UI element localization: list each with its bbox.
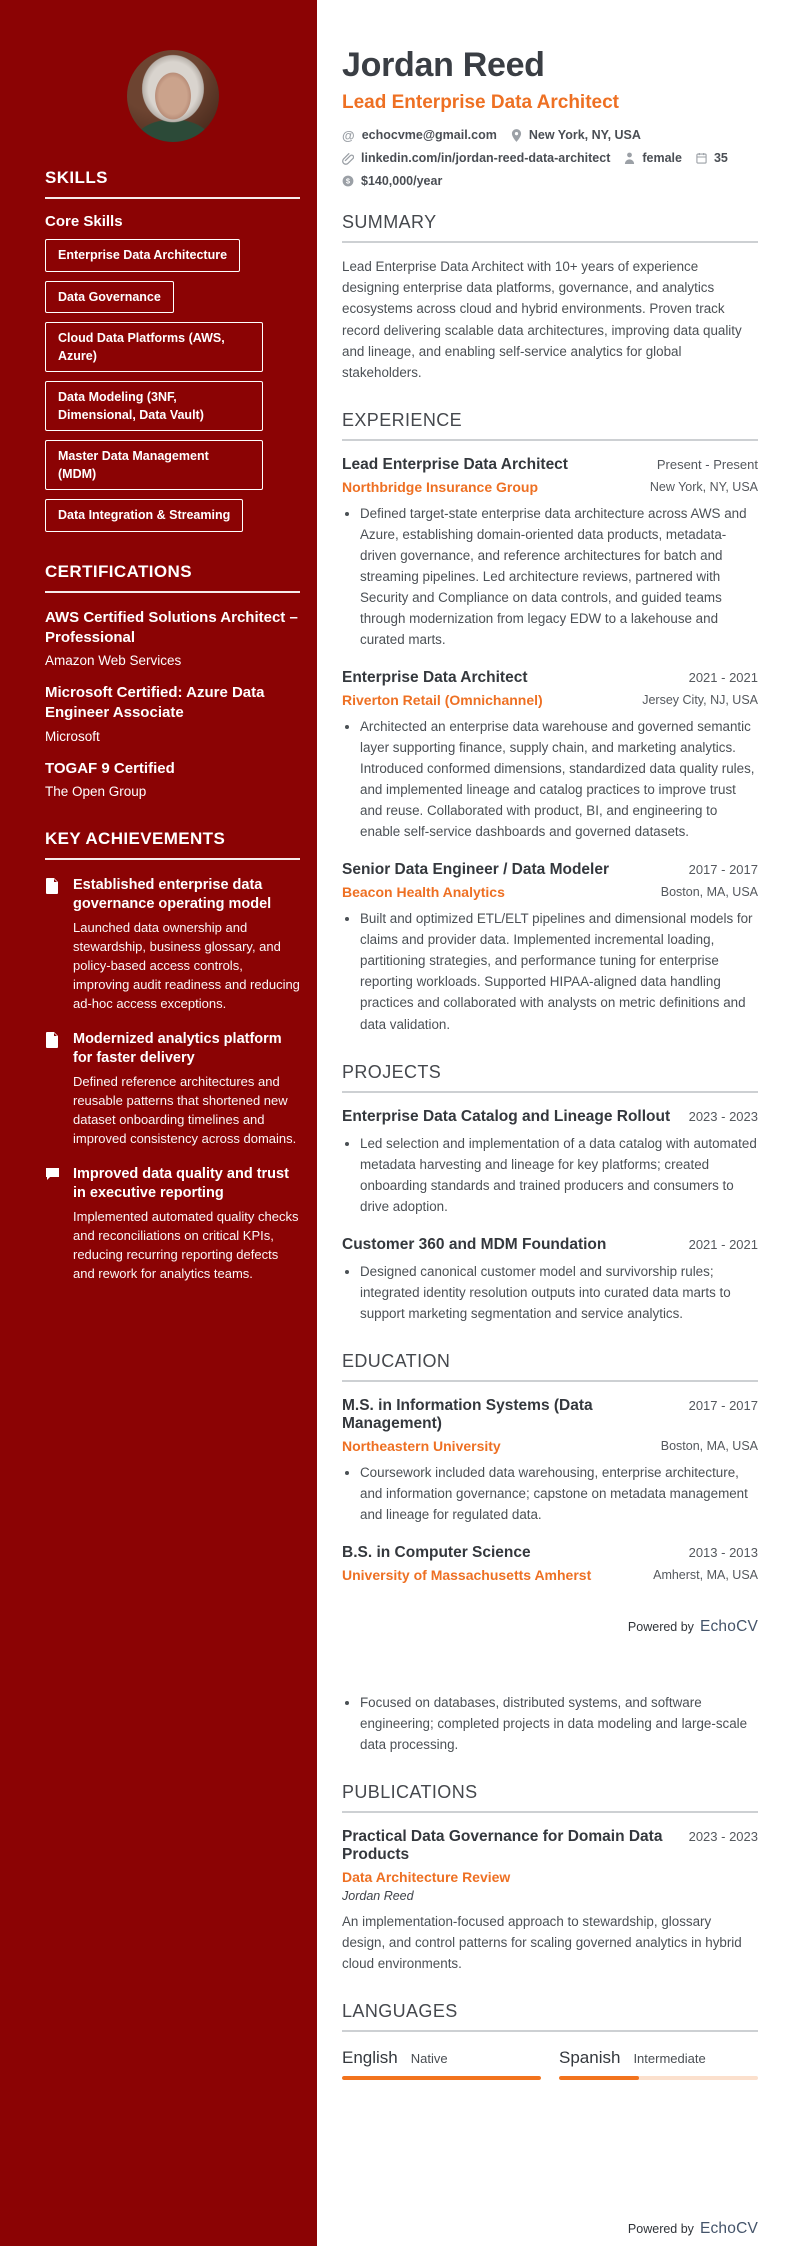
age-contact (696, 151, 728, 165)
language-name: Spanish (559, 2048, 621, 2068)
language-bar-track (342, 2076, 541, 2080)
skill-chip: Data Governance (45, 281, 174, 314)
bullet: • Led selection and implementation of a data catalog with automated metadata harvesting and lineage for key platforms; created onboarding standards and trained producers and consumers to drive adoption. (360, 1133, 758, 1217)
experience-company[interactable]: Beacon Health Analytics (342, 884, 505, 901)
experience-location: Jersey City, NJ, USA (642, 693, 758, 708)
comment-icon (45, 1165, 60, 1284)
summary-section (342, 212, 758, 383)
certifications-divider (45, 591, 300, 593)
project-dates: 2023 - 2023 (688, 1108, 758, 1124)
linkedin-contact[interactable] (342, 151, 610, 165)
achievement-title: Improved data quality and trust in executive reporting (73, 1165, 289, 1201)
publication-journal[interactable]: Data Architecture Review (342, 1868, 511, 1885)
certification-name: TOGAF 9 Certified (45, 759, 175, 777)
bullet: • Coursework included data warehousing, enterprise architecture, and information governance; capstone on metadata management and lineage for regulated data. (360, 1462, 758, 1525)
education-bullets (342, 1462, 758, 1525)
section-divider (342, 439, 758, 441)
certification-name: Microsoft Certified: Azure Data Engineer Associate (45, 684, 265, 722)
project-title: Enterprise Data Catalog and Lineage Rollout (342, 1107, 671, 1125)
languages-heading: LANGUAGES (342, 2001, 458, 2022)
echocv-brand[interactable]: EchoCV (699, 2220, 758, 2237)
publication-entry (342, 1828, 758, 1974)
powered-by-label: Powered by (627, 2222, 694, 2236)
achievement-title: Established enterprise data governance operating model (73, 876, 272, 912)
achievement-item (45, 1030, 300, 1149)
email-contact[interactable] (342, 128, 497, 142)
experience-bullets (342, 716, 758, 842)
certification-issuer: Amazon Web Services (45, 653, 182, 668)
achievements-divider (45, 858, 300, 860)
experience-heading: EXPERIENCE (342, 410, 463, 431)
project-bullets (342, 1133, 758, 1217)
person-name: Jordan Reed (342, 46, 545, 84)
publication-authors: Jordan Reed (342, 1888, 414, 1903)
education-school[interactable]: Northeastern University (342, 1437, 501, 1454)
experience-location: New York, NY, USA (649, 480, 758, 495)
experience-role: Senior Data Engineer / Data Modeler (342, 861, 610, 879)
bullet: • Architected an enterprise data warehouse and governed semantic layer supporting finance, supply chain, and marketing analytics. Introduced conformed dimensions, standardized data quality rules, and implemented lineage and catalog practices to improve trust and reuse. Collaborated with product, BI, and engineering to enable self-service dashboards and governed datasets. (360, 716, 758, 842)
languages-grid (342, 2048, 758, 2080)
language-item (342, 2048, 541, 2080)
section-divider (342, 1380, 758, 1382)
location-value: New York, NY, USA (528, 128, 641, 142)
skills-divider (45, 197, 300, 199)
skills-group-title: Core Skills (45, 213, 123, 230)
location-pin-icon (511, 129, 522, 142)
at-icon: @ (342, 127, 355, 143)
svg-text:$: $ (345, 176, 351, 186)
experience-dates: 2021 - 2021 (688, 670, 758, 686)
achievement-description: Implemented automated quality checks and reconciliations on critical KPIs, reducing recurring reporting defects and rework for analytics teams. (73, 1209, 299, 1281)
certification-item (45, 683, 300, 744)
education-heading: EDUCATION (342, 1350, 451, 1371)
bullet: • Designed canonical customer model and survivorship rules; integrated identity resolution outputs into curated data marts to support marketing segmentation and service analytics. (360, 1261, 758, 1324)
project-entry (342, 1108, 758, 1217)
skills-heading: SKILLS (45, 168, 108, 187)
publication-title: Practical Data Governance for Domain Data Products (342, 1827, 663, 1863)
education-section (342, 1351, 758, 1584)
education-entry (342, 1544, 758, 1584)
education-school[interactable]: University of Massachusetts Amherst (342, 1566, 592, 1583)
publication-description: An implementation-focused approach to stewardship, glossary design, and control patterns for scaling governed analytics in hybrid cloud environments. (342, 1913, 742, 1971)
salary-contact (342, 174, 442, 188)
section-divider (342, 241, 758, 243)
summary-heading: SUMMARY (342, 212, 437, 232)
projects-heading: PROJECTS (342, 1061, 442, 1082)
main-content (317, 0, 794, 2120)
calendar-icon (696, 152, 707, 164)
achievement-title: Modernized analytics platform for faster delivery (73, 1030, 282, 1066)
section-divider (342, 1811, 758, 1813)
language-bar-track (559, 2076, 758, 2080)
gender-value: female (642, 151, 682, 165)
publication-dates: 2023 - 2023 (688, 1828, 758, 1844)
person-icon (624, 152, 635, 164)
person-job-title: Lead Enterprise Data Architect (342, 92, 619, 113)
certification-name: AWS Certified Solutions Architect – Professional (45, 608, 298, 646)
language-name: English (342, 2048, 398, 2068)
language-level: Intermediate (633, 2051, 706, 2067)
bullet: • Focused on databases, distributed systems, and software engineering; completed projects in data modeling and large-scale data processing. (360, 1692, 758, 1755)
certification-item (45, 608, 300, 669)
experience-role: Enterprise Data Architect (342, 669, 528, 687)
summary-text: Lead Enterprise Data Architect with 10+ years of experience designing enterprise data platforms, governance, and analytics ecosystems across cloud and hybrid environments. Proven track record delivering scalable data architectures, improving data quality and lineage, and enabling self-service analytics for global stakeholders. (342, 259, 742, 380)
education-degree: M.S. in Information Systems (Data Management) (342, 1396, 593, 1432)
language-item (559, 2048, 758, 2080)
profile-photo (127, 50, 219, 142)
document-icon (45, 876, 60, 1014)
skill-chip: Master Data Management (MDM) (45, 440, 263, 490)
age-value: 35 (713, 151, 728, 165)
achievement-description: Launched data ownership and stewardship, business glossary, and policy-based access controls, improving audit readiness and reducing ad-hoc access exceptions. (73, 920, 300, 1011)
education-dates: 2013 - 2013 (688, 1544, 758, 1560)
certification-issuer: The Open Group (45, 783, 147, 799)
project-entry (342, 1236, 758, 1324)
experience-dates: Present - Present (656, 457, 758, 473)
skill-chip: Enterprise Data Architecture (45, 239, 240, 272)
achievements-section (45, 829, 300, 1284)
education-location: Amherst, MA, USA (653, 1567, 758, 1582)
achievement-item (45, 1165, 300, 1284)
education-entry (342, 1397, 758, 1525)
footer-watermark (628, 2220, 758, 2238)
achievement-item (45, 876, 300, 1014)
experience-role: Lead Enterprise Data Architect (342, 456, 568, 474)
certifications-heading: CERTIFICATIONS (45, 561, 192, 581)
experience-company[interactable]: Northbridge Insurance Group (342, 479, 539, 496)
page-break-watermark (342, 1618, 758, 1636)
education-degree: B.S. in Computer Science (342, 1543, 531, 1561)
sidebar (0, 0, 317, 2246)
achievement-description: Defined reference architectures and reusable patterns that shortened new dataset onboarding timelines and improved consistency across domains. (73, 1074, 297, 1146)
linkedin-value: linkedin.com/in/jordan-reed-data-architect (361, 151, 611, 165)
bullet: • Built and optimized ETL/ELT pipelines and dimensional models for claims and provider data. Implemented incremental loading, partitioning strategies, and performance tuning for enterprise reporting workloads. Supported HIPAA-aligned data handling practices and collaborated with analysts on metric definitions and data validation. (360, 908, 758, 1034)
experience-bullets (342, 503, 758, 650)
experience-section (342, 410, 758, 1035)
location-contact (511, 128, 641, 142)
projects-section (342, 1062, 758, 1324)
certification-item (45, 759, 300, 799)
publications-section (342, 1782, 758, 1974)
section-divider (342, 2030, 758, 2032)
experience-company[interactable]: Riverton Retail (Omnichannel) (342, 692, 543, 709)
education-dates: 2017 - 2017 (688, 1397, 758, 1413)
certification-issuer: Microsoft (45, 728, 100, 744)
language-bar-fill (342, 2076, 541, 2080)
skill-chip: Cloud Data Platforms (AWS, Azure) (45, 322, 263, 372)
salary-value: $140,000/year (361, 174, 443, 188)
section-divider (342, 1091, 758, 1093)
contact-row (342, 128, 758, 188)
language-bar-fill (559, 2076, 639, 2080)
languages-section (342, 2001, 758, 2080)
project-bullets (342, 1261, 758, 1324)
language-level: Native (410, 2051, 448, 2067)
experience-bullets (342, 908, 758, 1034)
link-icon (342, 152, 354, 165)
achievements-heading: KEY ACHIEVEMENTS (45, 828, 226, 848)
education-continuation-bullets (342, 1692, 758, 1755)
experience-entry (342, 861, 758, 1034)
email-value: echocvme@gmail.com (361, 128, 497, 142)
echocv-brand[interactable]: EchoCV (699, 1617, 758, 1635)
skill-chip: Data Modeling (3NF, Dimensional, Data Vault) (45, 381, 263, 431)
experience-entry (342, 456, 758, 650)
publications-heading: PUBLICATIONS (342, 1781, 478, 1802)
education-location: Boston, MA, USA (660, 1438, 758, 1453)
money-icon (342, 175, 354, 187)
project-title: Customer 360 and MDM Foundation (342, 1235, 607, 1253)
project-dates: 2021 - 2021 (688, 1236, 758, 1252)
file-chart-icon (45, 1030, 60, 1149)
skill-chip: Data Integration & Streaming (45, 499, 243, 532)
gender-contact (624, 151, 682, 165)
skills-section (45, 168, 300, 532)
certifications-section (45, 562, 300, 799)
experience-dates: 2017 - 2017 (688, 862, 758, 878)
powered-by-label: Powered by (627, 1619, 694, 1634)
experience-location: Boston, MA, USA (660, 885, 758, 900)
bullet: • Defined target-state enterprise data architecture across AWS and Azure, establishing domain-oriented data products, metadata-driven governance, and reference architectures for batch and streaming pipelines. Led architecture reviews, partnered with Security and Compliance on data controls, and guided teams through modernization from legacy EDW to a lakehouse and curated marts. (360, 503, 758, 650)
experience-entry (342, 669, 758, 842)
